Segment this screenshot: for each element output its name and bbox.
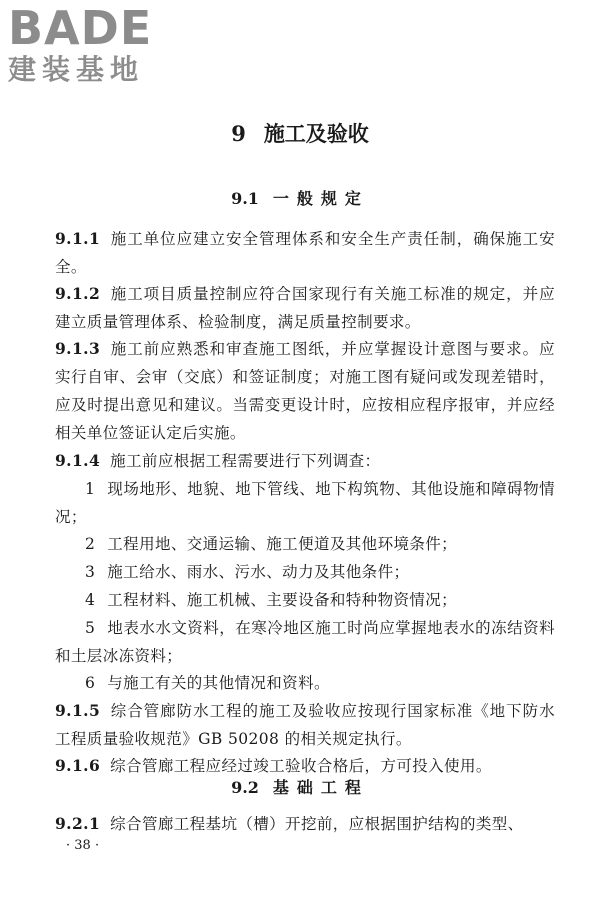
clause bbox=[55, 697, 555, 753]
section-heading bbox=[0, 775, 600, 798]
clause bbox=[55, 335, 555, 447]
clause-number: 9.1.6 bbox=[55, 756, 101, 775]
item-number: 1 bbox=[85, 480, 96, 498]
clause bbox=[55, 225, 555, 281]
clause-text: 施工前应根据工程需要进行下列调查： bbox=[110, 452, 381, 470]
section-number: 9.1 bbox=[231, 189, 259, 208]
item-text: 与施工有关的其他情况和资料。 bbox=[107, 674, 330, 692]
clause-text: 施工前应熟悉和审查施工图纸，并应掌握设计意图与要求。应实行自审、会审（交底）和签证制度；对施工图有疑问或发现差错时，应及时提出意见和建议。当需变更设计时，应按相应程序报审，并应经相关单位签证认定后实施。 bbox=[55, 340, 555, 442]
list-item bbox=[55, 669, 555, 697]
list-item bbox=[55, 614, 555, 670]
clause-number: 9.1.3 bbox=[55, 339, 101, 358]
clause-text: 施工单位应建立安全管理体系和安全生产责任制，确保施工安全。 bbox=[55, 230, 555, 276]
clause bbox=[55, 280, 555, 336]
section-title: 基础工程 bbox=[272, 778, 369, 797]
item-text: 施工给水、雨水、污水、动力及其他条件； bbox=[107, 563, 410, 581]
page-number: · 38 · bbox=[66, 838, 100, 853]
publisher-logo bbox=[8, 1, 178, 86]
clause-number: 9.1.5 bbox=[55, 701, 101, 720]
section-number: 9.2 bbox=[231, 778, 259, 797]
item-text: 工程用地、交通运输、施工便道及其他环境条件； bbox=[107, 535, 458, 553]
list-item bbox=[55, 586, 555, 614]
list-item bbox=[55, 475, 555, 531]
logo-wordmark: BADE bbox=[8, 1, 153, 55]
section-heading bbox=[0, 186, 600, 209]
item-number: 5 bbox=[85, 619, 96, 637]
chapter-title: 施工及验收 bbox=[263, 121, 369, 146]
list-item bbox=[55, 558, 555, 586]
clause-text: 施工项目质量控制应符合国家现行有关施工标准的规定，并应建立质量管理体系、检验制度，满足质量控制要求。 bbox=[55, 285, 555, 331]
clause bbox=[55, 810, 555, 838]
logo-subtitle: 建装基地 bbox=[8, 53, 145, 86]
clause bbox=[55, 447, 555, 475]
clause-text: 综合管廊工程基坑（槽）开挖前，应根据围护结构的类型、 bbox=[110, 815, 524, 833]
clause-number: 9.1.1 bbox=[55, 229, 101, 248]
item-text: 地表水水文资料，在寒冷地区施工时尚应掌握地表水的冻结资料和土层冰冻资料； bbox=[55, 619, 555, 665]
clause-text: 综合管廊工程应经过竣工验收合格后，方可投入使用。 bbox=[110, 757, 492, 775]
clause-number: 9.1.2 bbox=[55, 284, 101, 303]
chapter-number: 9 bbox=[231, 121, 246, 146]
item-text: 现场地形、地貌、地下管线、地下构筑物、其他设施和障碍物情况； bbox=[55, 480, 555, 526]
item-number: 2 bbox=[85, 535, 96, 553]
item-number: 4 bbox=[85, 591, 96, 609]
clause-number: 9.1.4 bbox=[55, 451, 101, 470]
item-number: 3 bbox=[85, 563, 96, 581]
clause-number: 9.2.1 bbox=[55, 814, 101, 833]
section-title: 一般规定 bbox=[272, 189, 369, 208]
item-number: 6 bbox=[85, 674, 96, 692]
clause-text: 综合管廊防水工程的施工及验收应按现行国家标准《地下防水工程质量验收规范》GB 50208 的相关规定执行。 bbox=[55, 702, 555, 748]
list-item bbox=[55, 530, 555, 558]
item-text: 工程材料、施工机械、主要设备和特种物资情况； bbox=[107, 591, 458, 609]
chapter-heading bbox=[0, 118, 600, 148]
